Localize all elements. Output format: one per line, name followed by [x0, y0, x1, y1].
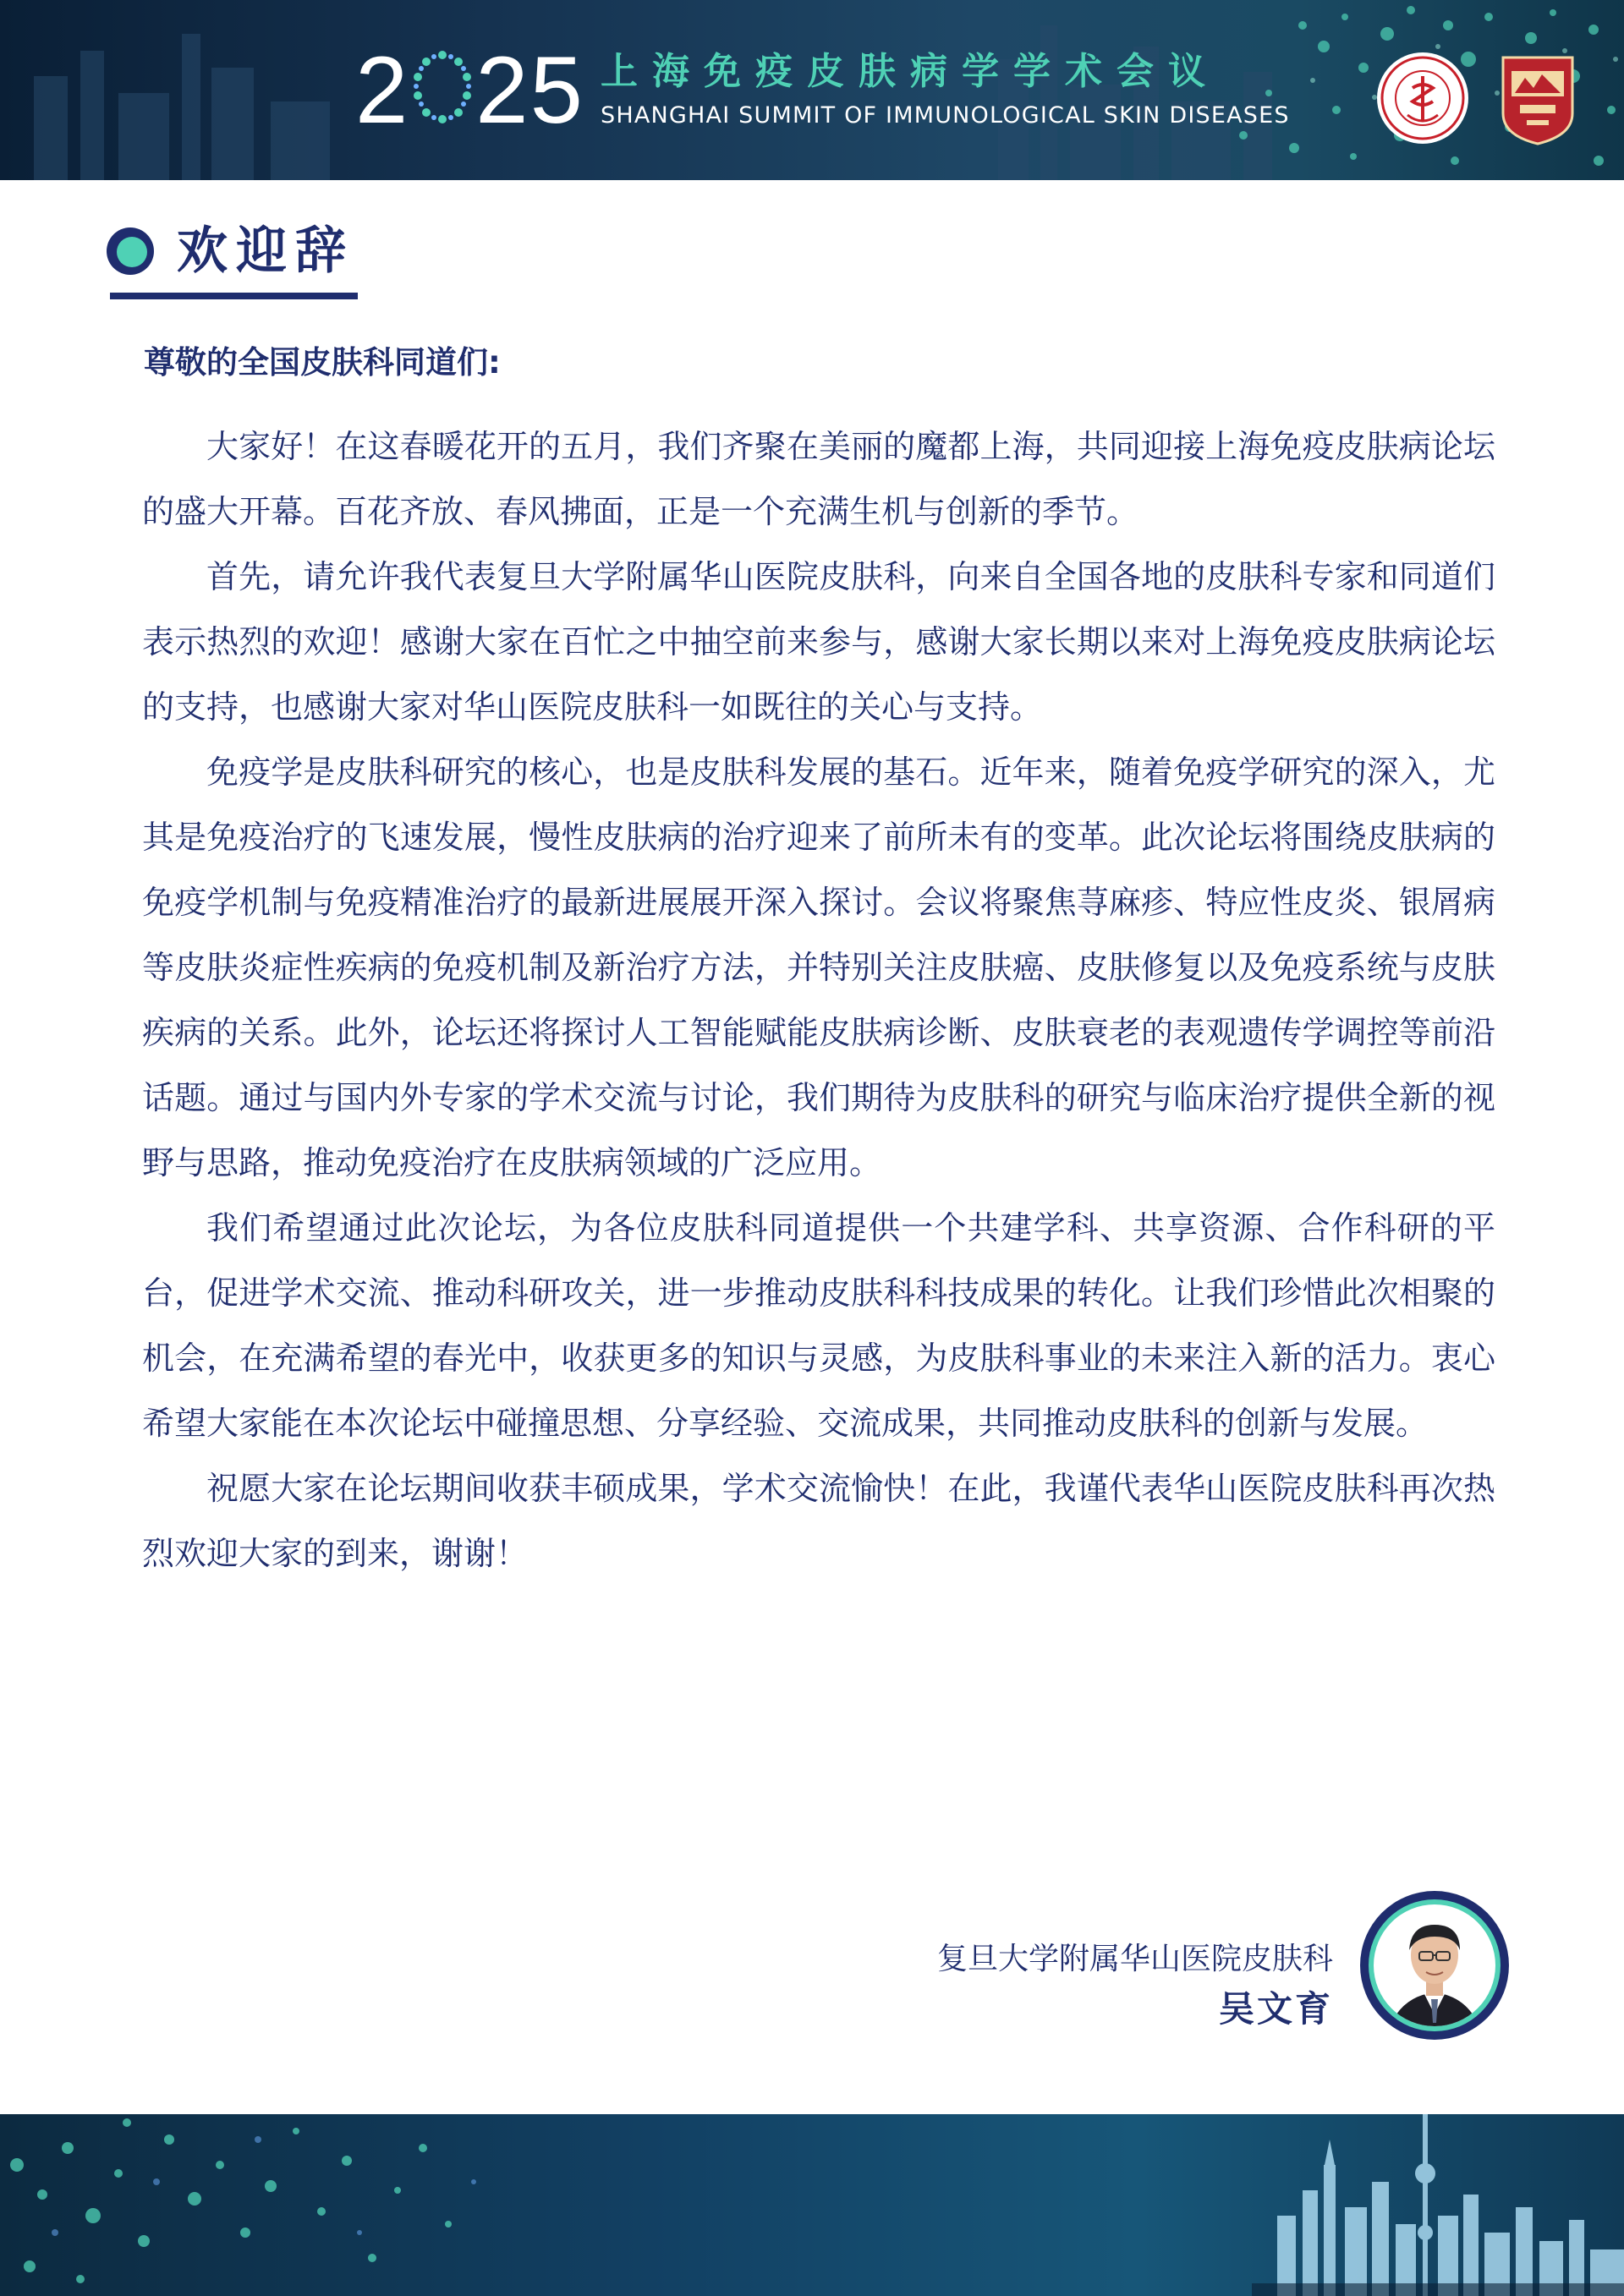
- header-banner: [0, 0, 1624, 180]
- letter-paragraph: 我们希望通过此次论坛，为各位皮肤科同道提供一个共建学科、共享资源、合作科研的平台，促进学术交流、推动科研攻关，进一步推动皮肤科科技成果的转化。让我们珍惜此次相聚的机会，在充满希望的春光中，收获更多的知识与灵感，为皮肤科事业的未来注入新的活力。衷心希望大家能在本次论坛中碰撞思想、分享经验、交流成果，共同推动皮肤科的创新与发展。: [142, 1209, 1495, 1442]
- huashan-hospital-logo-icon: [1500, 54, 1576, 145]
- letter-paragraph: 首先，请允许我代表复旦大学附属华山医院皮肤科，向来自全国各地的皮肤科专家和同道们表示热烈的欢迎！感谢大家在百忙之中抽空前来参与，感谢大家长期以来对上海免疫皮肤病论坛的支持，也感谢大家对华山医院皮肤科一如既往的关心与支持。: [142, 558, 1495, 726]
- avatar: [1358, 1888, 1511, 2048]
- year-suffix: 25: [475, 37, 584, 143]
- conference-brand: [355, 37, 1290, 143]
- signature-organization: 复旦大学附属华山医院皮肤科: [936, 1942, 1333, 1976]
- section-underline: [110, 293, 358, 299]
- heading-bullet-icon: [106, 227, 155, 276]
- skyline-illustration-icon: [0, 2114, 1624, 2296]
- letter-paragraph: 祝愿大家在论坛期间收获丰硕成果，学术交流愉快！在此，我谨代表华山医院皮肤科再次热烈欢迎大家的到来，谢谢！: [142, 1470, 1495, 1572]
- letter-paragraph: 免疫学是皮肤科研究的核心，也是皮肤科发展的基石。近年来，随着免疫学研究的深入，尤其是免疫治疗的飞速发展，慢性皮肤病的治疗迎来了前所未有的变革。此次论坛将围绕皮肤病的免疫学机制与免疫精准治疗的最新进展展开深入探讨。会议将聚焦荨麻疹、特应性皮炎、银屑病等皮肤炎症性疾病的免疫机制及新治疗方法，并特别关注皮肤癌、皮肤修复以及免疫系统与皮肤疾病的关系。此外，论坛还将探讨人工智能赋能皮肤病诊断、皮肤衰老的表观遗传学调控等前沿话题。通过与国内外专家的学术交流与讨论，我们期待为皮肤科的研究与临床治疗提供全新的视野与思路，推动免疫治疗在皮肤病领域的广泛应用。: [142, 753, 1495, 1181]
- conference-title-en: SHANGHAI SUMMIT OF IMMUNOLOGICAL SKIN DISEASES: [601, 102, 1290, 129]
- year-zero-dot-ring-icon: [409, 47, 475, 128]
- footer-banner: [0, 2114, 1624, 2296]
- salutation: 尊敬的全国皮肤科同道们:: [144, 344, 501, 381]
- letter-body: [142, 414, 1495, 1586]
- conference-title-cn: 上海免疫皮肤病学学术会议: [601, 50, 1220, 93]
- letter-paragraph: 大家好！在这春暖花开的五月，我们齐聚在美丽的魔都上海，共同迎接上海免疫皮肤病论坛的盛大开幕。百花齐放、春风拂面，正是一个充满生机与创新的季节。: [142, 428, 1495, 530]
- year-prefix: 2: [355, 37, 410, 143]
- conference-year: [355, 37, 584, 143]
- shanghai-medical-association-logo-icon: [1375, 51, 1470, 145]
- signature-name: 吴文育: [1218, 1988, 1333, 2030]
- section-title: 欢迎辞: [177, 222, 354, 281]
- section-heading: [106, 220, 376, 304]
